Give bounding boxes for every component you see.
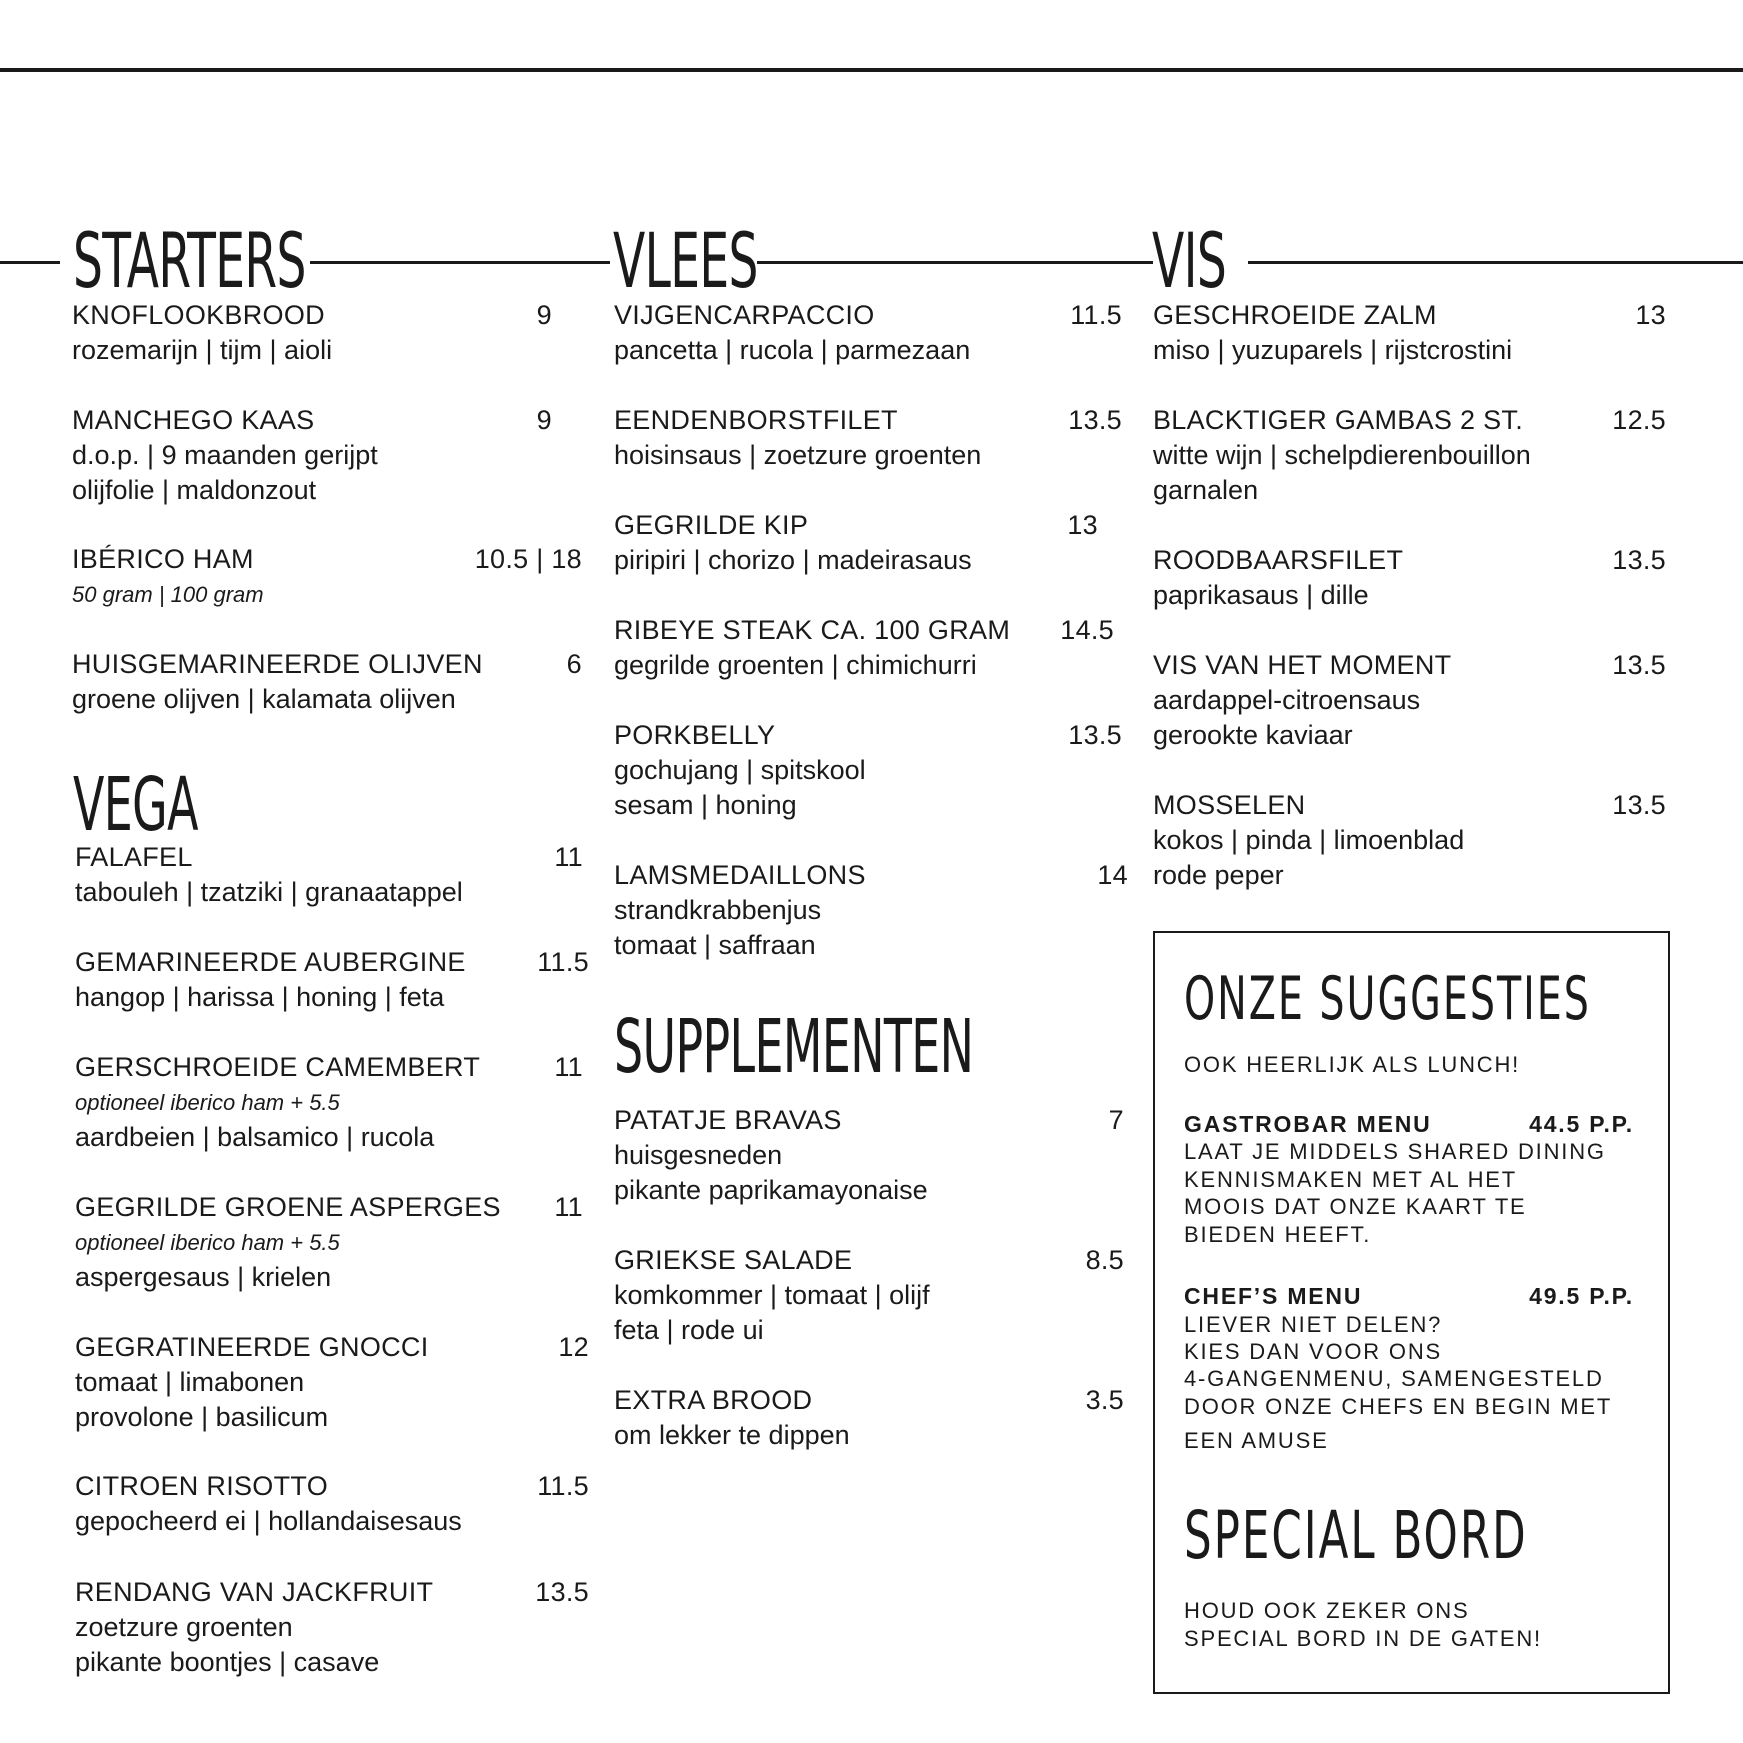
item-note: optioneel iberico ham + 5.5: [75, 1090, 340, 1115]
item-name: GEMARINEERDE AUBERGINE: [75, 947, 466, 977]
item-name: CITROEN RISOTTO: [75, 1471, 329, 1501]
gastrobar-menu-heading: [1184, 1111, 1634, 1138]
item-note: optioneel iberico ham + 5.5: [75, 1230, 340, 1255]
item-price: 14: [1097, 860, 1128, 890]
chefs-menu-line: LIEVER NIET DELEN?: [1184, 1312, 1443, 1337]
menu-item: [614, 858, 1128, 963]
item-name: GEGRILDE GROENE ASPERGES: [75, 1192, 501, 1222]
gastrobar-menu-line: LAAT JE MIDDELS SHARED DINING: [1184, 1139, 1606, 1164]
menu-item: [75, 1469, 589, 1539]
item-description: feta | rode ui: [614, 1315, 764, 1345]
item-description: gochujang | spitskool: [614, 755, 866, 785]
starters-rule-right: [310, 261, 610, 264]
item-name: EXTRA BROOD: [614, 1385, 813, 1415]
item-price: 9: [536, 405, 552, 435]
item-description: kokos | pinda | limoenblad: [1153, 825, 1465, 855]
chefs-menu-line: EEN AMUSE: [1184, 1428, 1329, 1453]
item-price: 6: [566, 649, 582, 679]
item-name: PATATJE BRAVAS: [614, 1105, 842, 1135]
supplementen-heading: SUPPLEMENTEN: [614, 1004, 974, 1090]
item-name: GEGRILDE KIP: [614, 510, 809, 540]
menu-item: [75, 1190, 583, 1295]
item-price: 13.5: [535, 1577, 589, 1607]
item-name: GESCHROEIDE ZALM: [1153, 300, 1437, 330]
special-bord-title: SPECIAL BORD: [1184, 1497, 1528, 1574]
menu-item: [75, 1330, 589, 1435]
item-price: 3.5: [1085, 1385, 1124, 1415]
item-name: GRIEKSE SALADE: [614, 1245, 853, 1275]
menu-item: [1153, 788, 1666, 893]
item-price: 11: [554, 1192, 583, 1222]
menu-item: [75, 945, 589, 1015]
item-description: paprikasaus | dille: [1153, 580, 1369, 610]
item-description: garnalen: [1153, 475, 1259, 505]
item-name: HUISGEMARINEERDE OLIJVEN: [72, 649, 483, 679]
item-name: IBÉRICO HAM: [72, 544, 254, 574]
top-rule: [0, 68, 1743, 72]
chefs-menu-name: CHEF’S MENU: [1184, 1283, 1363, 1309]
item-description: gegrilde groenten | chimichurri: [614, 650, 977, 680]
item-name: VIJGENCARPACCIO: [614, 300, 875, 330]
chefs-menu-line: KIES DAN VOOR ONS: [1184, 1339, 1442, 1364]
item-price: 9: [536, 300, 552, 330]
item-description: aardappel-citroensaus: [1153, 685, 1421, 715]
menu-item: [75, 840, 583, 910]
menu-item: [75, 1050, 583, 1155]
vis-rule-right: [1248, 261, 1743, 264]
menu-item: [72, 403, 582, 508]
item-price: 11: [554, 1052, 583, 1082]
chefs-menu-price: 49.5 P.P.: [1529, 1283, 1634, 1309]
item-price: 14.5: [1060, 615, 1114, 645]
chefs-menu-line: DOOR ONZE CHEFS EN BEGIN MET: [1184, 1394, 1613, 1419]
menu-item: [1153, 543, 1666, 613]
item-name: GEGRATINEERDE GNOCCI: [75, 1332, 429, 1362]
item-description: aspergesaus | krielen: [75, 1262, 332, 1292]
gastrobar-menu-line: BIEDEN HEEFT.: [1184, 1222, 1372, 1247]
item-description: tomaat | saffraan: [614, 930, 816, 960]
chefs-menu-line: 4-GANGENMENU, SAMENGESTELD: [1184, 1366, 1604, 1391]
item-price: 8.5: [1085, 1245, 1124, 1275]
item-description: groene olijven | kalamata olijven: [72, 684, 456, 714]
item-description: komkommer | tomaat | olijf: [614, 1280, 930, 1310]
item-description: zoetzure groenten: [75, 1612, 293, 1642]
item-price: 13: [1635, 300, 1666, 330]
item-price: 13.5: [1612, 650, 1666, 680]
item-description: hoisinsaus | zoetzure groenten: [614, 440, 982, 470]
item-price: 11.5: [1070, 300, 1122, 330]
item-price: 11.5: [537, 1471, 589, 1501]
item-price: 12: [558, 1332, 589, 1362]
vega-heading: VEGA: [73, 762, 198, 848]
menu-item: [614, 718, 1122, 823]
item-price: 12.5: [1612, 405, 1666, 435]
item-description: gepocheerd ei | hollandaisesaus: [75, 1506, 462, 1536]
item-name: GERSCHROEIDE CAMEMBERT: [75, 1052, 481, 1082]
gastrobar-menu-line: MOOIS DAT ONZE KAART TE: [1184, 1194, 1527, 1219]
menu-item: [614, 613, 1114, 683]
gastrobar-menu-price: 44.5 P.P.: [1529, 1111, 1634, 1137]
item-note: 50 gram | 100 gram: [72, 582, 264, 607]
menu-item: [72, 298, 582, 368]
item-price: 13.5: [1068, 405, 1122, 435]
menu-item: [614, 1383, 1124, 1453]
item-name: PORKBELLY: [614, 720, 776, 750]
gastrobar-menu-name: GASTROBAR MENU: [1184, 1111, 1432, 1137]
menu-item: [614, 1243, 1124, 1348]
item-description: witte wijn | schelpdierenbouillon: [1153, 440, 1531, 470]
menu-item: [614, 298, 1122, 368]
menu-item: [1153, 298, 1666, 368]
item-description: pikante boontjes | casave: [75, 1647, 380, 1677]
item-description: tomaat | limabonen: [75, 1367, 305, 1397]
item-name: EENDENBORSTFILET: [614, 405, 898, 435]
item-description: huisgesneden: [614, 1140, 783, 1170]
item-name: RIBEYE STEAK CA. 100 GRAM: [614, 615, 1011, 645]
item-price: 13.5: [1612, 790, 1666, 820]
item-description: om lekker te dippen: [614, 1420, 850, 1450]
chefs-menu-heading: [1184, 1283, 1634, 1310]
menu-item: [1153, 403, 1666, 508]
item-description: hangop | harissa | honing | feta: [75, 982, 445, 1012]
item-price: 10.5 | 18: [474, 544, 582, 574]
item-description: pancetta | rucola | parmezaan: [614, 335, 971, 365]
menu-item: [614, 403, 1122, 473]
item-name: KNOFLOOKBROOD: [72, 300, 325, 330]
item-description: provolone | basilicum: [75, 1402, 329, 1432]
menu-item: [72, 647, 582, 717]
vis-heading: VIS: [1152, 216, 1227, 305]
item-description: pikante paprikamayonaise: [614, 1175, 928, 1205]
item-price: 11: [554, 842, 583, 872]
item-description: aardbeien | balsamico | rucola: [75, 1122, 435, 1152]
item-description: tabouleh | tzatziki | granaatappel: [75, 877, 463, 907]
menu-item: [614, 508, 1098, 578]
item-description: rozemarijn | tijm | aioli: [72, 335, 333, 365]
menu-item: [614, 1103, 1124, 1208]
item-name: LAMSMEDAILLONS: [614, 860, 866, 890]
item-description: rode peper: [1153, 860, 1284, 890]
item-description: strandkrabbenjus: [614, 895, 822, 925]
item-description: sesam | honing: [614, 790, 797, 820]
item-name: MANCHEGO KAAS: [72, 405, 315, 435]
item-description: olijfolie | maldonzout: [72, 475, 317, 505]
special-bord-line: HOUD OOK ZEKER ONS: [1184, 1598, 1470, 1623]
starters-heading: STARTERS: [73, 216, 306, 305]
starters-rule-left: [0, 261, 60, 264]
item-price: 7: [1108, 1105, 1124, 1135]
suggestions-subtitle: OOK HEERLIJK ALS LUNCH!: [1184, 1052, 1521, 1077]
item-price: 13.5: [1068, 720, 1122, 750]
item-description: gerookte kaviaar: [1153, 720, 1353, 750]
suggestions-box: [1153, 931, 1670, 1694]
menu-item: [1153, 648, 1666, 753]
item-price: 13: [1067, 510, 1098, 540]
item-name: RENDANG VAN JACKFRUIT: [75, 1577, 434, 1607]
vlees-rule-right: [757, 261, 1153, 264]
gastrobar-menu-line: KENNISMAKEN MET AL HET: [1184, 1167, 1518, 1192]
item-name: ROODBAARSFILET: [1153, 545, 1404, 575]
item-description: d.o.p. | 9 maanden gerijpt: [72, 440, 378, 470]
menu-item: [72, 542, 582, 612]
item-name: FALAFEL: [75, 842, 193, 872]
item-description: piripiri | chorizo | madeirasaus: [614, 545, 972, 575]
item-description: miso | yuzuparels | rijstcrostini: [1153, 335, 1513, 365]
suggestions-title: ONZE SUGGESTIES: [1184, 964, 1591, 1034]
item-name: VIS VAN HET MOMENT: [1153, 650, 1452, 680]
menu-item: [75, 1575, 589, 1680]
vlees-heading: VLEES: [613, 216, 758, 305]
item-name: BLACKTIGER GAMBAS 2 ST.: [1153, 405, 1524, 435]
item-price: 11.5: [537, 947, 589, 977]
special-bord-line: SPECIAL BORD IN DE GATEN!: [1184, 1626, 1542, 1651]
item-name: MOSSELEN: [1153, 790, 1306, 820]
item-price: 13.5: [1612, 545, 1666, 575]
